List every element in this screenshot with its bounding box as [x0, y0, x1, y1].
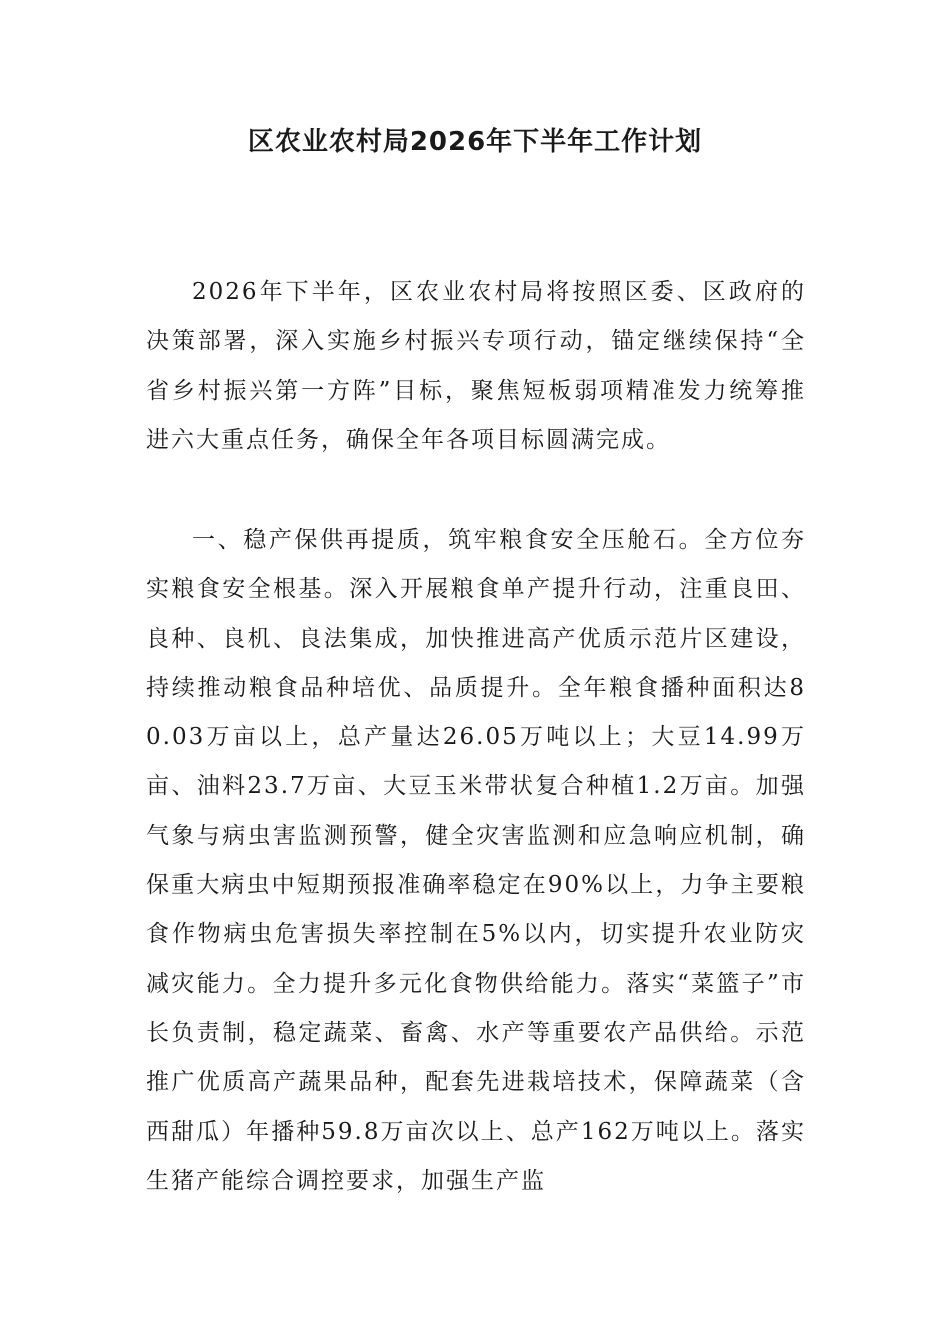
document-title: 区农业农村局2026年下半年工作计划	[247, 127, 703, 157]
section-one-paragraph: 一、稳产保供再提质，筑牢粮食安全压舱石。全方位夯实粮食安全根基。深入开展粮食单产提升行动，注重良田、良种、良机、良法集成，加快推进高产优质示范片区建设，持续推动粮食品种培优、品质提升。全年粮食播种面积达80.03万亩以上，总产量达26.05万吨以上；大豆14.99万亩、油料23.7万亩、大豆玉米带状复合种植1.2万亩。加强气象与病虫害监测预警，健全灾害监测和应急响应机制，确保重大病虫中短期预报准确率稳定在90%以上，力争主要粮食作物病虫危害损失率控制在5%以内，切实提升农业防灾减灾能力。全力提升多元化食物供给能力。落实“菜篮子”市长负责制，稳定蔬菜、畜禽、水产等重要农产品供给。示范推广优质高产蔬果品种，配套先进栽培技术，保障蔬菜（含西甜瓜）年播种59.8万亩次以上、总产162万吨以上。落实生猪产能综合调控要求，加强生产监	[146, 527, 806, 1194]
intro-paragraph: 2026年下半年，区农业农村局将按照区委、区政府的决策部署，深入实施乡村振兴专项行动，锚定继续保持“全省乡村振兴第一方阵”目标，聚焦短板弱项精准发力统筹推进六大重点任务，确保全年各项目标圆满完成。	[146, 279, 806, 453]
